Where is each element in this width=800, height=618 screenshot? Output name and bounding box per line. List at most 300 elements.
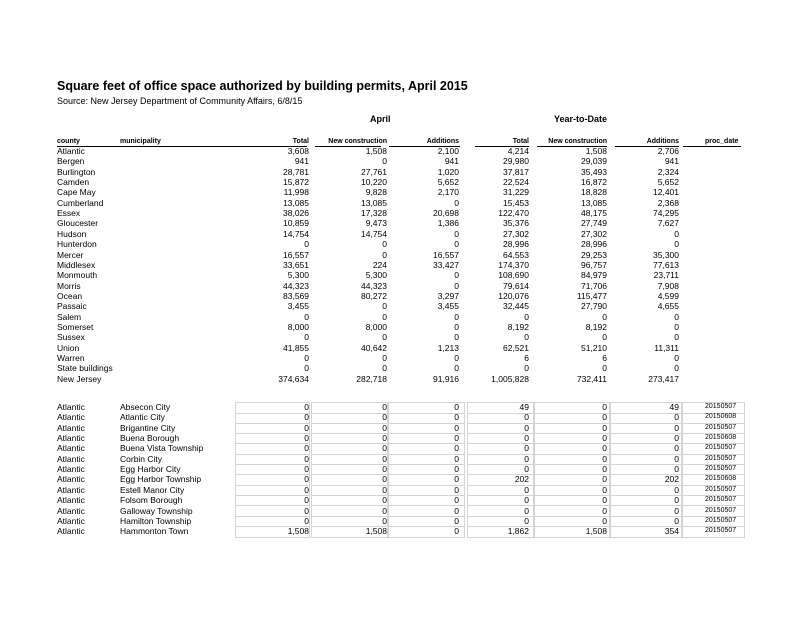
- total-cell: 941: [294, 156, 309, 167]
- ytd-total-cell: 15,453: [503, 197, 529, 208]
- new-construction-cell: 0: [382, 239, 387, 250]
- total-cell: 28,781: [283, 166, 309, 177]
- county-cell: Atlantic: [57, 515, 85, 526]
- ytd-additions-cell: 0: [674, 228, 679, 239]
- ytd-new-construction-cell: 0: [602, 332, 607, 343]
- ytd-total-cell: 37,817: [503, 166, 529, 177]
- group-header-april: April: [370, 114, 391, 124]
- additions-cell: 0: [454, 239, 459, 250]
- source-note: Source: New Jersey Department of Community Affairs, 6/8/15: [57, 96, 303, 106]
- ytd-total-cell: 1,005,828: [491, 373, 529, 384]
- additions-cell: 5,652: [437, 177, 459, 188]
- municipality-cell: Brigantine City: [120, 422, 176, 433]
- ytd-new-construction-cell: 0: [602, 422, 607, 433]
- total-cell: 0: [304, 464, 309, 475]
- ytd-new-construction-cell: 13,085: [581, 197, 607, 208]
- total-cell: 15,872: [283, 177, 309, 188]
- additions-cell: 0: [454, 353, 459, 363]
- page-title: Square feet of office space authorized by building permits, April 2015: [57, 79, 468, 93]
- ytd-total-cell: 0: [524, 515, 529, 526]
- total-cell: 0: [304, 311, 309, 322]
- county-row: [0, 156, 800, 166]
- ytd-total-cell: 29,980: [503, 156, 529, 167]
- ytd-total-cell: 8,192: [507, 321, 529, 332]
- additions-cell: 0: [454, 280, 459, 291]
- municipality-row: [0, 412, 800, 422]
- ytd-new-construction-cell: 35,493: [581, 166, 607, 177]
- county-row: [0, 363, 800, 373]
- municipality-row: [0, 433, 800, 443]
- total-cell: 1,508: [287, 526, 309, 537]
- additions-cell: 0: [454, 311, 459, 322]
- new-construction-cell: 0: [382, 505, 387, 516]
- ytd-new-construction-cell: 29,253: [581, 249, 607, 260]
- municipality-row: [0, 402, 800, 412]
- county-row: [0, 291, 800, 301]
- proc-date-cell: 20150507: [705, 527, 737, 535]
- ytd-additions-cell: 0: [674, 422, 679, 433]
- county-cell: Hudson: [57, 228, 87, 239]
- ytd-new-construction-cell: 0: [602, 515, 607, 526]
- total-cell: 0: [304, 484, 309, 495]
- additions-cell: 0: [454, 433, 459, 444]
- ytd-total-cell: 31,229: [503, 187, 529, 198]
- ytd-new-construction-cell: 71,706: [581, 280, 607, 291]
- additions-cell: 0: [454, 453, 459, 464]
- county-row: [0, 146, 800, 156]
- ytd-total-cell: 0: [524, 433, 529, 444]
- county-cell: Morris: [57, 280, 81, 291]
- total-cell: 14,754: [283, 228, 309, 239]
- ytd-new-construction-cell: 0: [602, 363, 607, 374]
- county-row: [0, 198, 800, 208]
- ytd-additions-cell: 0: [674, 464, 679, 475]
- new-construction-cell: 80,272: [361, 290, 387, 301]
- ytd-total-cell: 0: [524, 332, 529, 343]
- county-row: [0, 187, 800, 197]
- new-construction-cell: 0: [382, 156, 387, 167]
- ytd-new-construction-cell: 51,210: [581, 342, 607, 353]
- total-cell: 3,608: [287, 146, 309, 156]
- total-cell: 11,998: [283, 187, 309, 198]
- new-construction-cell: 0: [382, 453, 387, 464]
- county-row: [0, 374, 800, 384]
- ytd-additions-cell: 7,627: [657, 218, 679, 229]
- ytd-additions-cell: 0: [674, 495, 679, 506]
- new-construction-cell: 224: [372, 259, 387, 270]
- ytd-new-construction-cell: 0: [602, 484, 607, 495]
- ytd-additions-cell: 202: [664, 474, 679, 485]
- ytd-additions-cell: 941: [664, 156, 679, 167]
- ytd-additions-cell: 23,711: [653, 270, 679, 281]
- county-cell: Cape May: [57, 187, 96, 198]
- ytd-new-construction-cell: 0: [602, 505, 607, 516]
- ytd-new-construction-cell: 16,872: [581, 177, 607, 188]
- municipality-cell: Absecon City: [120, 402, 171, 412]
- county-cell: Atlantic: [57, 484, 85, 495]
- new-construction-cell: 9,828: [365, 187, 387, 198]
- county-cell: Atlantic: [57, 402, 85, 412]
- additions-cell: 0: [454, 332, 459, 343]
- total-cell: 374,634: [278, 373, 309, 384]
- new-construction-cell: 27,761: [361, 166, 387, 177]
- additions-cell: 0: [454, 363, 459, 374]
- ytd-additions-cell: 0: [674, 515, 679, 526]
- ytd-total-cell: 0: [524, 443, 529, 454]
- ytd-total-cell: 4,214: [507, 146, 529, 156]
- ytd-total-cell: 0: [524, 453, 529, 464]
- ytd-new-construction-cell: 0: [602, 495, 607, 506]
- ytd-total-cell: 27,302: [503, 228, 529, 239]
- new-construction-cell: 0: [382, 433, 387, 444]
- additions-cell: 0: [454, 270, 459, 281]
- county-cell: Sussex: [57, 332, 85, 343]
- new-construction-cell: 0: [382, 301, 387, 312]
- ytd-total-cell: 120,076: [498, 290, 529, 301]
- ytd-additions-cell: 0: [674, 321, 679, 332]
- total-cell: 0: [304, 505, 309, 516]
- municipality-cell: Buena Borough: [120, 433, 180, 444]
- additions-cell: 0: [454, 422, 459, 433]
- new-construction-cell: 0: [382, 484, 387, 495]
- ytd-new-construction-cell: 0: [602, 453, 607, 464]
- additions-cell: 0: [454, 515, 459, 526]
- county-cell: Cumberland: [57, 197, 104, 208]
- ytd-new-construction-cell: 0: [602, 464, 607, 475]
- new-construction-cell: 9,473: [365, 218, 387, 229]
- total-cell: 0: [304, 453, 309, 464]
- municipality-row: [0, 506, 800, 516]
- new-construction-cell: 17,328: [361, 208, 387, 219]
- ytd-total-cell: 0: [524, 495, 529, 506]
- county-cell: Atlantic: [57, 146, 85, 156]
- county-cell: Atlantic: [57, 464, 85, 475]
- ytd-total-cell: 0: [524, 484, 529, 495]
- new-construction-cell: 0: [382, 443, 387, 454]
- ytd-new-construction-cell: 0: [602, 474, 607, 485]
- municipality-row: [0, 443, 800, 453]
- proc-date-cell: 20150507: [705, 506, 737, 514]
- new-construction-cell: 14,754: [361, 228, 387, 239]
- new-construction-cell: 0: [382, 412, 387, 423]
- ytd-additions-cell: 4,655: [657, 301, 679, 312]
- additions-cell: 2,100: [437, 146, 459, 156]
- total-cell: 0: [304, 412, 309, 423]
- municipality-cell: Folsom Borough: [120, 495, 183, 506]
- additions-cell: 0: [454, 464, 459, 475]
- new-construction-cell: 44,323: [361, 280, 387, 291]
- county-row: [0, 250, 800, 260]
- ytd-new-construction-cell: 0: [602, 433, 607, 444]
- ytd-additions-cell: 74,295: [653, 208, 679, 219]
- municipality-row: [0, 474, 800, 484]
- ytd-total-cell: 28,996: [503, 239, 529, 250]
- municipality-cell: Corbin City: [120, 453, 163, 464]
- municipality-row: [0, 454, 800, 464]
- county-cell: Middlesex: [57, 259, 96, 270]
- ytd-total-cell: 0: [524, 464, 529, 475]
- county-cell: Atlantic: [57, 505, 85, 516]
- county-row: [0, 270, 800, 280]
- new-construction-cell: 0: [382, 515, 387, 526]
- proc-date-cell: 20150507: [705, 403, 737, 410]
- ytd-total-cell: 0: [524, 363, 529, 374]
- ytd-new-construction-cell: 84,979: [581, 270, 607, 281]
- county-cell: Somerset: [57, 321, 94, 332]
- total-cell: 83,569: [283, 290, 309, 301]
- ytd-new-construction-cell: 732,411: [576, 373, 607, 384]
- additions-cell: 0: [454, 228, 459, 239]
- ytd-new-construction-cell: 0: [602, 402, 607, 412]
- total-cell: 0: [304, 495, 309, 506]
- ytd-total-cell: 0: [524, 505, 529, 516]
- ytd-total-cell: 0: [524, 422, 529, 433]
- total-cell: 0: [304, 474, 309, 485]
- ytd-additions-cell: 35,300: [653, 249, 679, 260]
- municipality-cell: Galloway Township: [120, 505, 193, 516]
- new-construction-cell: 282,718: [356, 373, 387, 384]
- col-header-ytd-new-construction: New construction: [548, 138, 607, 145]
- new-construction-cell: 0: [382, 353, 387, 363]
- ytd-new-construction-cell: 29,039: [581, 156, 607, 167]
- new-construction-cell: 5,300: [365, 270, 387, 281]
- ytd-new-construction-cell: 115,477: [576, 290, 607, 301]
- col-header-new-construction: New construction: [328, 138, 387, 145]
- total-cell: 5,300: [287, 270, 309, 281]
- county-cell: Atlantic: [57, 474, 85, 485]
- ytd-additions-cell: 2,706: [657, 146, 679, 156]
- municipality-cell: Egg Harbor City: [120, 464, 181, 475]
- proc-date-cell: 20150608: [705, 434, 737, 442]
- county-cell: Gloucester: [57, 218, 99, 229]
- new-construction-cell: 13,085: [361, 197, 387, 208]
- ytd-additions-cell: 49: [669, 402, 679, 412]
- municipality-row: [0, 526, 800, 536]
- new-construction-cell: 0: [382, 495, 387, 506]
- county-cell: Camden: [57, 177, 90, 188]
- new-construction-cell: 0: [382, 249, 387, 260]
- county-row: [0, 301, 800, 311]
- ytd-new-construction-cell: 18,828: [581, 187, 607, 198]
- ytd-additions-cell: 4,599: [657, 290, 679, 301]
- new-construction-cell: 8,000: [365, 321, 387, 332]
- county-cell: Atlantic: [57, 412, 85, 423]
- additions-cell: 33,427: [433, 259, 459, 270]
- new-construction-cell: 0: [382, 474, 387, 485]
- municipality-row: [0, 464, 800, 474]
- total-cell: 0: [304, 239, 309, 250]
- ytd-additions-cell: 0: [674, 239, 679, 250]
- new-construction-cell: 0: [382, 422, 387, 433]
- proc-date-cell: 20150507: [705, 485, 737, 493]
- total-cell: 0: [304, 443, 309, 454]
- ytd-total-cell: 122,470: [498, 208, 529, 219]
- total-cell: 13,085: [283, 197, 309, 208]
- total-cell: 33,651: [283, 259, 309, 270]
- municipality-cell: Atlantic City: [120, 412, 165, 423]
- ytd-total-cell: 6: [524, 353, 529, 363]
- ytd-total-cell: 35,376: [503, 218, 529, 229]
- county-row: [0, 260, 800, 270]
- ytd-additions-cell: 0: [674, 505, 679, 516]
- new-construction-cell: 1,508: [365, 146, 387, 156]
- additions-cell: 0: [454, 402, 459, 412]
- municipality-cell: Egg Harbor Township: [120, 474, 202, 485]
- ytd-additions-cell: 0: [674, 363, 679, 374]
- new-construction-cell: 0: [382, 402, 387, 412]
- new-construction-cell: 0: [382, 311, 387, 322]
- new-construction-cell: 0: [382, 363, 387, 374]
- new-construction-cell: 1,508: [365, 526, 387, 537]
- col-header-municipality: municipality: [120, 138, 161, 145]
- county-row: [0, 312, 800, 322]
- col-header-additions: Additions: [426, 138, 459, 145]
- total-cell: 44,323: [283, 280, 309, 291]
- county-cell: Mercer: [57, 249, 84, 260]
- county-cell: Passaic: [57, 301, 87, 312]
- ytd-additions-cell: 0: [674, 484, 679, 495]
- col-header-county: county: [57, 138, 80, 145]
- new-construction-cell: 40,642: [361, 342, 387, 353]
- ytd-total-cell: 62,521: [503, 342, 529, 353]
- total-cell: 0: [304, 515, 309, 526]
- ytd-total-cell: 22,524: [503, 177, 529, 188]
- proc-date-cell: 20150608: [705, 413, 737, 421]
- ytd-additions-cell: 77,613: [653, 259, 679, 270]
- ytd-additions-cell: 2,368: [657, 197, 679, 208]
- county-row: [0, 177, 800, 187]
- total-cell: 0: [304, 402, 309, 412]
- total-cell: 0: [304, 353, 309, 363]
- ytd-additions-cell: 7,908: [657, 280, 679, 291]
- county-row: [0, 239, 800, 249]
- ytd-additions-cell: 0: [674, 353, 679, 363]
- county-row: [0, 281, 800, 291]
- county-row: [0, 167, 800, 177]
- col-header-ytd-additions: Additions: [646, 138, 679, 145]
- ytd-new-construction-cell: 8,192: [585, 321, 607, 332]
- county-row: [0, 218, 800, 228]
- proc-date-cell: 20150608: [705, 475, 737, 483]
- additions-cell: 0: [454, 412, 459, 423]
- ytd-additions-cell: 2,324: [657, 166, 679, 177]
- additions-cell: 16,557: [433, 249, 459, 260]
- total-cell: 0: [304, 433, 309, 444]
- ytd-additions-cell: 354: [664, 526, 679, 537]
- proc-date-cell: 20150507: [705, 423, 737, 431]
- ytd-additions-cell: 273,417: [648, 373, 679, 384]
- ytd-new-construction-cell: 96,757: [581, 259, 607, 270]
- ytd-total-cell: 108,690: [498, 270, 529, 281]
- additions-cell: 91,916: [433, 373, 459, 384]
- additions-cell: 2,170: [437, 187, 459, 198]
- county-cell: State buildings: [57, 363, 113, 374]
- proc-date-cell: 20150507: [705, 444, 737, 452]
- municipality-row: [0, 516, 800, 526]
- additions-cell: 0: [454, 321, 459, 332]
- new-construction-cell: 0: [382, 464, 387, 475]
- additions-cell: 0: [454, 526, 459, 537]
- total-cell: 41,855: [283, 342, 309, 353]
- ytd-new-construction-cell: 27,302: [581, 228, 607, 239]
- ytd-new-construction-cell: 6: [602, 353, 607, 363]
- group-header-ytd: Year-to-Date: [554, 114, 608, 124]
- county-row: [0, 208, 800, 218]
- additions-cell: 0: [454, 495, 459, 506]
- ytd-total-cell: 1,862: [507, 526, 529, 537]
- county-cell: Warren: [57, 353, 85, 363]
- municipality-cell: Buena Vista Township: [120, 443, 204, 454]
- county-cell: Essex: [57, 208, 81, 219]
- ytd-additions-cell: 11,311: [654, 342, 679, 353]
- county-cell: Atlantic: [57, 453, 85, 464]
- total-cell: 0: [304, 332, 309, 343]
- proc-date-cell: 20150507: [705, 454, 737, 462]
- ytd-total-cell: 79,614: [503, 280, 529, 291]
- county-cell: Salem: [57, 311, 82, 322]
- proc-date-cell: 20150507: [705, 516, 737, 524]
- county-cell: Atlantic: [57, 443, 85, 454]
- county-cell: Hunterdon: [57, 239, 97, 250]
- ytd-total-cell: 64,553: [503, 249, 529, 260]
- county-cell: Atlantic: [57, 495, 85, 506]
- additions-cell: 3,455: [437, 301, 459, 312]
- total-cell: 16,557: [283, 249, 309, 260]
- ytd-new-construction-cell: 1,508: [585, 526, 607, 537]
- ytd-total-cell: 49: [519, 402, 529, 412]
- ytd-total-cell: 0: [524, 311, 529, 322]
- county-cell: Burlington: [57, 166, 96, 177]
- ytd-additions-cell: 12,401: [653, 187, 679, 198]
- ytd-new-construction-cell: 48,175: [581, 208, 607, 219]
- additions-cell: 0: [454, 474, 459, 485]
- proc-date-cell: 20150507: [705, 465, 737, 473]
- county-cell: Union: [57, 342, 80, 353]
- col-header-ytd-total: Total: [512, 138, 529, 145]
- county-row: [0, 343, 800, 353]
- ytd-new-construction-cell: 27,790: [581, 301, 607, 312]
- municipality-cell: Estell Manor City: [120, 484, 185, 495]
- ytd-additions-cell: 0: [674, 453, 679, 464]
- ytd-total-cell: 0: [524, 412, 529, 423]
- county-row: [0, 322, 800, 332]
- new-construction-cell: 0: [382, 332, 387, 343]
- ytd-total-cell: 174,370: [498, 259, 529, 270]
- additions-cell: 1,386: [437, 218, 459, 229]
- ytd-new-construction-cell: 0: [602, 311, 607, 322]
- ytd-new-construction-cell: 27,749: [581, 218, 607, 229]
- total-cell: 10,859: [283, 218, 309, 229]
- municipality-row: [0, 495, 800, 505]
- total-cell: 3,455: [287, 301, 309, 312]
- ytd-additions-cell: 0: [674, 332, 679, 343]
- county-cell: Bergen: [57, 156, 85, 167]
- additions-cell: 0: [454, 484, 459, 495]
- total-cell: 0: [304, 422, 309, 433]
- county-row: [0, 332, 800, 342]
- total-cell: 38,026: [283, 208, 309, 219]
- ytd-total-cell: 202: [514, 474, 529, 485]
- ytd-additions-cell: 5,652: [657, 177, 679, 188]
- additions-cell: 0: [454, 505, 459, 516]
- ytd-additions-cell: 0: [674, 433, 679, 444]
- ytd-additions-cell: 0: [674, 311, 679, 322]
- ytd-additions-cell: 0: [674, 412, 679, 423]
- total-cell: 8,000: [287, 321, 309, 332]
- additions-cell: 0: [454, 197, 459, 208]
- additions-cell: 1,020: [437, 166, 459, 177]
- county-row: [0, 229, 800, 239]
